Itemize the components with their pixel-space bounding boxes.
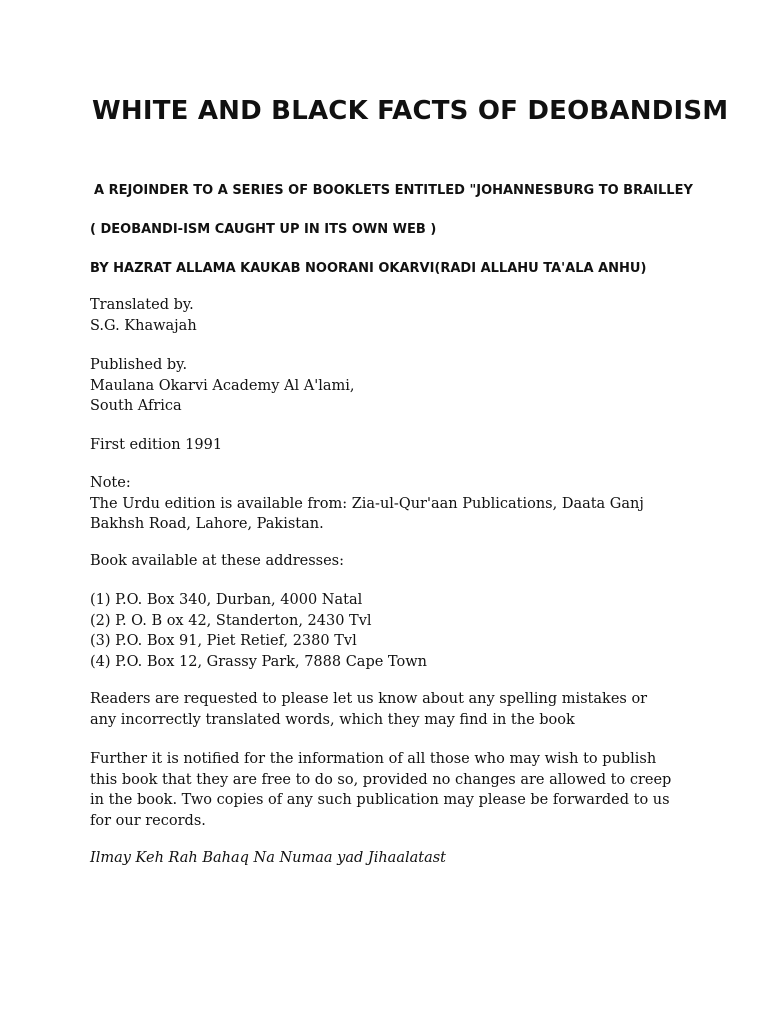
edition-line: First edition 1991 [90,437,223,453]
paragraph-line: this book that they are free to do so, provided no changes are allowed to creep [90,771,672,788]
author-line: BY HAZRAT ALLAMA KAUKAB NOORANI OKARVI(RADI ALLAHU TA'ALA ANHU) [90,261,647,276]
note-label: Note: [90,475,131,491]
translator-name: S.G. Khawajah [90,317,197,334]
paragraph-line: Readers are requested to please let us know about any spelling mistakes or [90,691,648,707]
addresses-heading: Book available at these addresses: [90,553,344,569]
paragraph-line: any incorrectly translated words, which they may find in the book [90,711,575,728]
address-item: (4) P.O. Box 12, Grassy Park, 7888 Cape Town [90,653,427,670]
note-block [90,473,644,535]
note-line: The Urdu edition is available from: Zia-ul-Qur'aan Publications, Daata Ganj [90,495,644,512]
web-line: ( DEOBANDI-ISM CAUGHT UP IN ITS OWN WEB ) [90,222,437,237]
publisher-country: South Africa [90,398,182,414]
address-item: (2) P. O. B ox 42, Standerton, 2430 Tvl [90,612,372,629]
paragraph-line: for our records. [90,812,206,829]
paragraph-line: Further it is notified for the information of all those who may wish to publish [90,751,657,767]
paragraph-line: in the book. Two copies of any such publication may please be forwarded to us [90,792,670,808]
publisher-block [90,355,355,417]
address-list [90,590,427,672]
address-item: (3) P.O. Box 91, Piet Retief, 2380 Tvl [90,633,357,649]
published-label: Published by. [90,357,188,373]
note-line: Bakhsh Road, Lahore, Pakistan. [90,516,324,532]
document-title: WHITE AND BLACK FACTS OF DEOBANDISM [92,96,729,126]
publisher-name: Maulana Okarvi Academy Al A'lami, [90,377,355,394]
motto-line: Ilmay Keh Rah Bahaq Na Numaa yad Jihaalatast [90,850,446,866]
translator-block [90,295,197,336]
further-paragraph [90,749,671,831]
address-item: (1) P.O. Box 340, Durban, 4000 Natal [90,592,363,608]
translated-label: Translated by. [90,297,194,313]
document-subtitle: A REJOINDER TO A SERIES OF BOOKLETS ENTITLED "JOHANNESBURG TO BRAILLEY [94,183,693,198]
readers-paragraph [90,689,647,730]
